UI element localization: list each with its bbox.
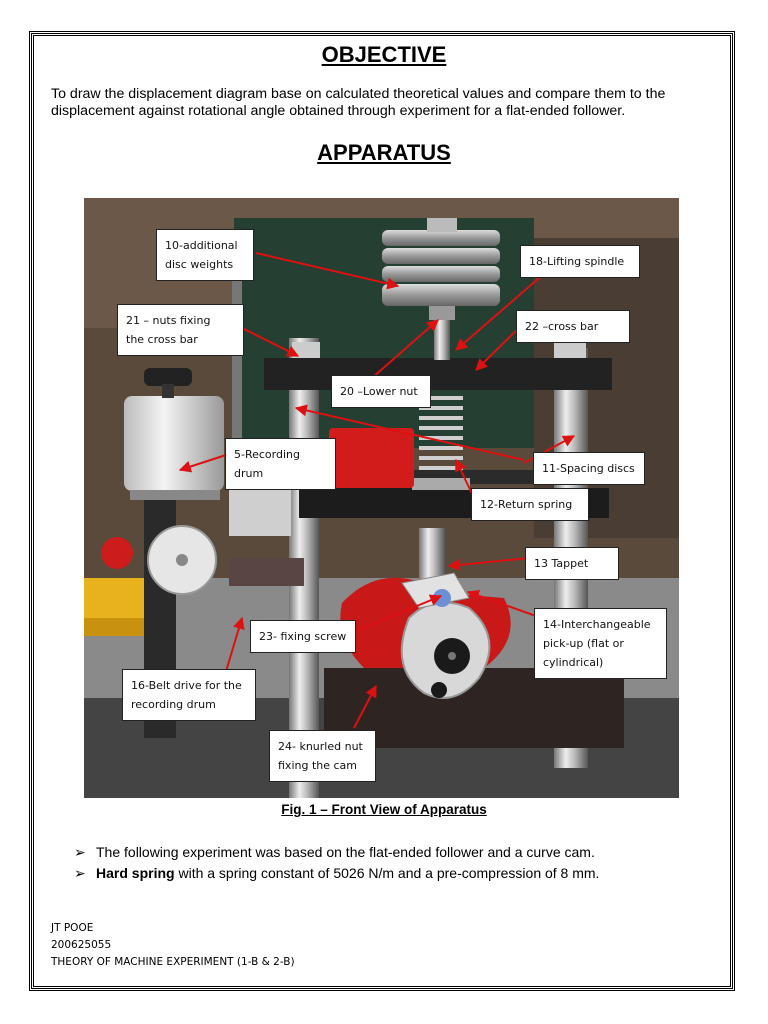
label-disc-weights: 10-additional disc weights — [156, 229, 254, 281]
list-item — [74, 863, 599, 884]
label-lower-nut: 20 –Lower nut — [331, 375, 431, 408]
list-item — [74, 842, 599, 863]
course-title: THEORY OF MACHINE EXPERIMENT (1-B & 2-B) — [51, 956, 295, 968]
label-lifting-spindle: 18-Lifting spindle — [520, 245, 640, 278]
student-number: 200625055 — [51, 939, 112, 951]
objective-text: To draw the displacement diagram base on calculated theoretical values and compare them to the displacement against rotational angle obtained through experiment for a flat-ended follower. — [51, 86, 666, 119]
label-cross-bar: 22 –cross bar — [516, 310, 630, 343]
apparatus-heading: APPARATUS — [317, 140, 451, 165]
notes-list — [74, 842, 599, 884]
label-interchangeable-pickup: 14-Interchangeable pick-up (flat or cylindrical) — [534, 608, 667, 679]
note-text: with a spring constant of 5026 N/m and a pre-compression of 8 mm. — [174, 865, 600, 881]
objective-heading: OBJECTIVE — [321, 42, 447, 67]
label-fixing-screw: 23- fixing screw — [250, 620, 356, 653]
label-tappet: 13 Tappet — [525, 547, 619, 580]
label-return-spring: 12-Return spring — [471, 488, 589, 521]
apparatus-photo — [84, 198, 679, 798]
label-spacing-discs: 11-Spacing discs — [533, 452, 645, 485]
label-nuts-cross-bar: 21 – nuts fixing the cross bar — [117, 304, 244, 356]
note-bold-text: Hard spring — [96, 865, 175, 881]
author-footer — [51, 920, 295, 971]
author-name: JT POOE — [51, 922, 94, 934]
arrow-bullet-icon: ➢ — [74, 844, 86, 860]
label-knurled-nut: 24- knurled nut fixing the cam — [269, 730, 376, 782]
note-text: The following experiment was based on the flat-ended follower and a curve cam. — [96, 844, 595, 860]
arrow-bullet-icon: ➢ — [74, 865, 86, 881]
label-belt-drive: 16-Belt drive for the recording drum — [122, 669, 256, 721]
figure-caption: Fig. 1 – Front View of Apparatus — [281, 802, 487, 817]
label-recording-drum: 5-Recording drum — [225, 438, 336, 490]
